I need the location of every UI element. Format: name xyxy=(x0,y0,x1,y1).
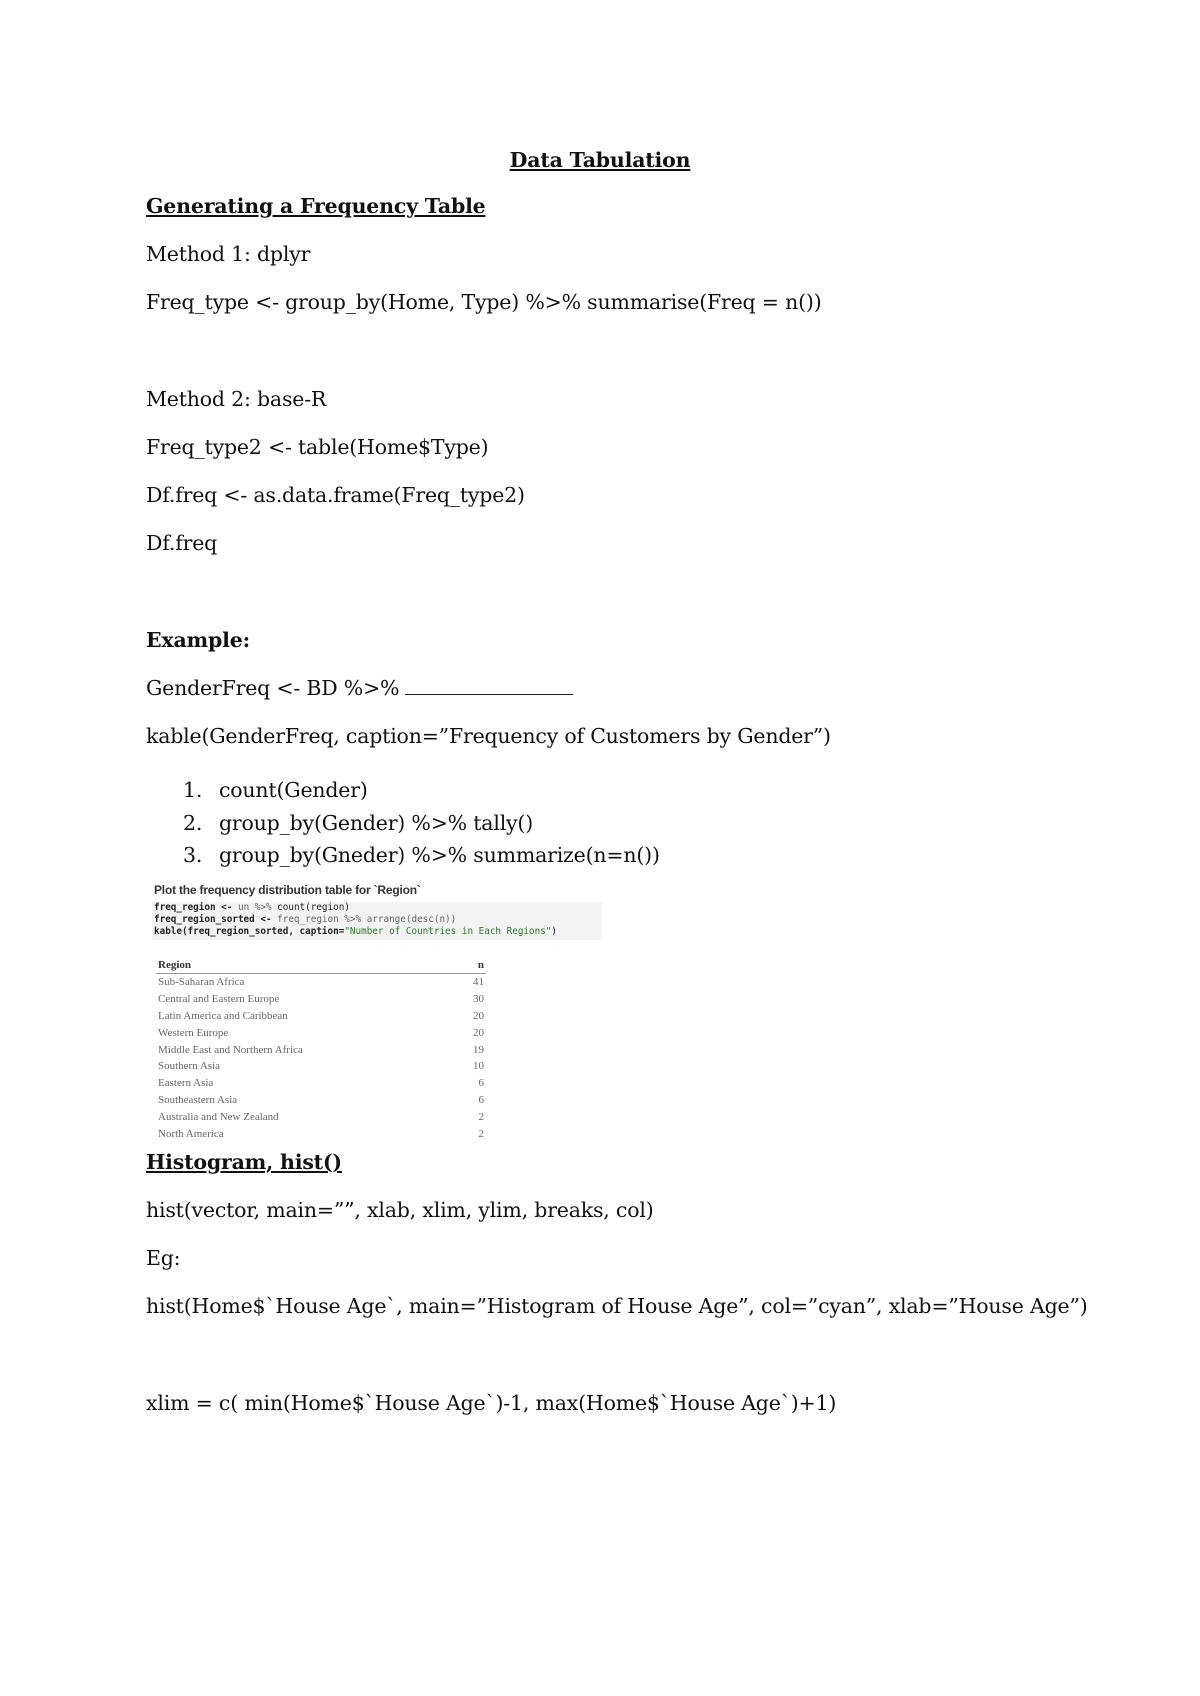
list-text: count(Gender) xyxy=(219,778,368,802)
table-body xyxy=(156,974,486,1142)
region-frequency-table xyxy=(156,957,486,1142)
table-row xyxy=(156,1058,486,1075)
page-title: Data Tabulation xyxy=(509,148,691,172)
hist-syntax: hist(vector, main=””, xlab, xlim, ylim, breaks, col) xyxy=(146,1198,654,1222)
list-item xyxy=(146,774,660,807)
code-token: freq_region %>% arrange(desc(n)) xyxy=(277,914,457,926)
code-token: ) xyxy=(551,926,558,938)
region-cell: Southeastern Asia xyxy=(158,1093,238,1106)
table-row xyxy=(156,1125,486,1142)
method2-line1: Freq_type2 <- table(Home$Type) xyxy=(146,435,489,459)
column-header-n: n xyxy=(455,957,486,974)
code-line xyxy=(154,914,602,926)
method1-label: Method 1: dplyr xyxy=(146,242,311,266)
list-item xyxy=(146,807,660,840)
table-row xyxy=(156,1008,486,1025)
section-heading-histogram: Histogram, hist() xyxy=(146,1150,342,1174)
count-cell: 10 xyxy=(473,1060,484,1073)
code-token: "Number of Countries in Each Regions" xyxy=(344,926,552,938)
region-cell: Western Europe xyxy=(158,1026,229,1039)
count-cell: 30 xyxy=(473,993,484,1006)
table-row xyxy=(156,974,486,991)
region-cell: Central and Eastern Europe xyxy=(158,993,280,1006)
region-cell: Middle East and Northern Africa xyxy=(158,1043,303,1056)
hist-example: hist(Home$`House Age`, main=”Histogram of House Age”, col=”cyan”, xlab=”House Age”) xyxy=(146,1294,1088,1318)
list-text: group_by(Gneder) %>% summarize(n=n()) xyxy=(219,843,660,867)
code-line xyxy=(154,926,602,938)
eg-label: Eg: xyxy=(146,1246,181,1270)
screenshot-code-block xyxy=(152,902,602,940)
code-token: freq_region <- xyxy=(154,902,238,913)
fill-in-blank xyxy=(405,676,573,695)
count-cell: 6 xyxy=(478,1077,484,1090)
count-cell: 41 xyxy=(473,976,484,989)
list-number: 1. xyxy=(183,778,203,802)
table-row xyxy=(156,1092,486,1109)
list-text: group_by(Gender) %>% tally() xyxy=(219,810,534,835)
count-cell: 20 xyxy=(473,1026,484,1039)
table-row xyxy=(156,1024,486,1041)
xlim-example: xlim = c( min(Home$`House Age`)-1, max(Home$`House Age`)+1) xyxy=(146,1391,837,1415)
table-row xyxy=(156,1075,486,1092)
count-cell: 2 xyxy=(478,1127,484,1140)
region-cell: Australia and New Zealand xyxy=(158,1110,279,1123)
code-line xyxy=(154,902,602,914)
table-row xyxy=(156,1041,486,1058)
code-token: freq_region_sorted <- xyxy=(154,914,278,926)
count-cell: 6 xyxy=(478,1093,484,1106)
list-item xyxy=(146,839,660,872)
method1-code: Freq_type <- group_by(Home, Type) %>% summarise(Freq = n()) xyxy=(146,290,822,314)
table-header-row xyxy=(156,957,486,974)
section-heading-frequency-table: Generating a Frequency Table xyxy=(146,194,486,218)
code-token: kable(freq_region_sorted, caption= xyxy=(154,926,345,938)
method2-label: Method 2: base-R xyxy=(146,387,327,411)
region-cell: Sub-Saharan Africa xyxy=(158,976,245,989)
example-line1 xyxy=(146,674,573,702)
code-token: un %>% xyxy=(237,902,278,913)
example-code-text: GenderFreq <- BD %>% xyxy=(146,676,400,700)
method2-line2: Df.freq <- as.data.frame(Freq_type2) xyxy=(146,483,525,507)
count-cell: 19 xyxy=(473,1043,484,1056)
count-cell: 20 xyxy=(473,1009,484,1022)
example-label: Example: xyxy=(146,628,250,652)
example-line2: kable(GenderFreq, caption=”Frequency of Customers by Gender”) xyxy=(146,724,831,748)
method2-line3: Df.freq xyxy=(146,531,218,555)
embedded-code-screenshot xyxy=(150,883,604,1141)
code-token: count(region) xyxy=(277,902,350,913)
table-row xyxy=(156,991,486,1008)
count-cell: 2 xyxy=(478,1110,484,1123)
table-row xyxy=(156,1108,486,1125)
region-cell: Eastern Asia xyxy=(158,1077,214,1090)
region-cell: Southern Asia xyxy=(158,1060,221,1073)
options-list xyxy=(146,774,660,872)
list-number: 2. xyxy=(183,810,203,835)
column-header-region: Region xyxy=(156,957,455,974)
region-cell: North America xyxy=(158,1127,224,1140)
region-cell: Latin America and Caribbean xyxy=(158,1009,288,1022)
screenshot-caption: Plot the frequency distribution table for `Region` xyxy=(154,883,421,897)
list-number: 3. xyxy=(183,843,203,867)
